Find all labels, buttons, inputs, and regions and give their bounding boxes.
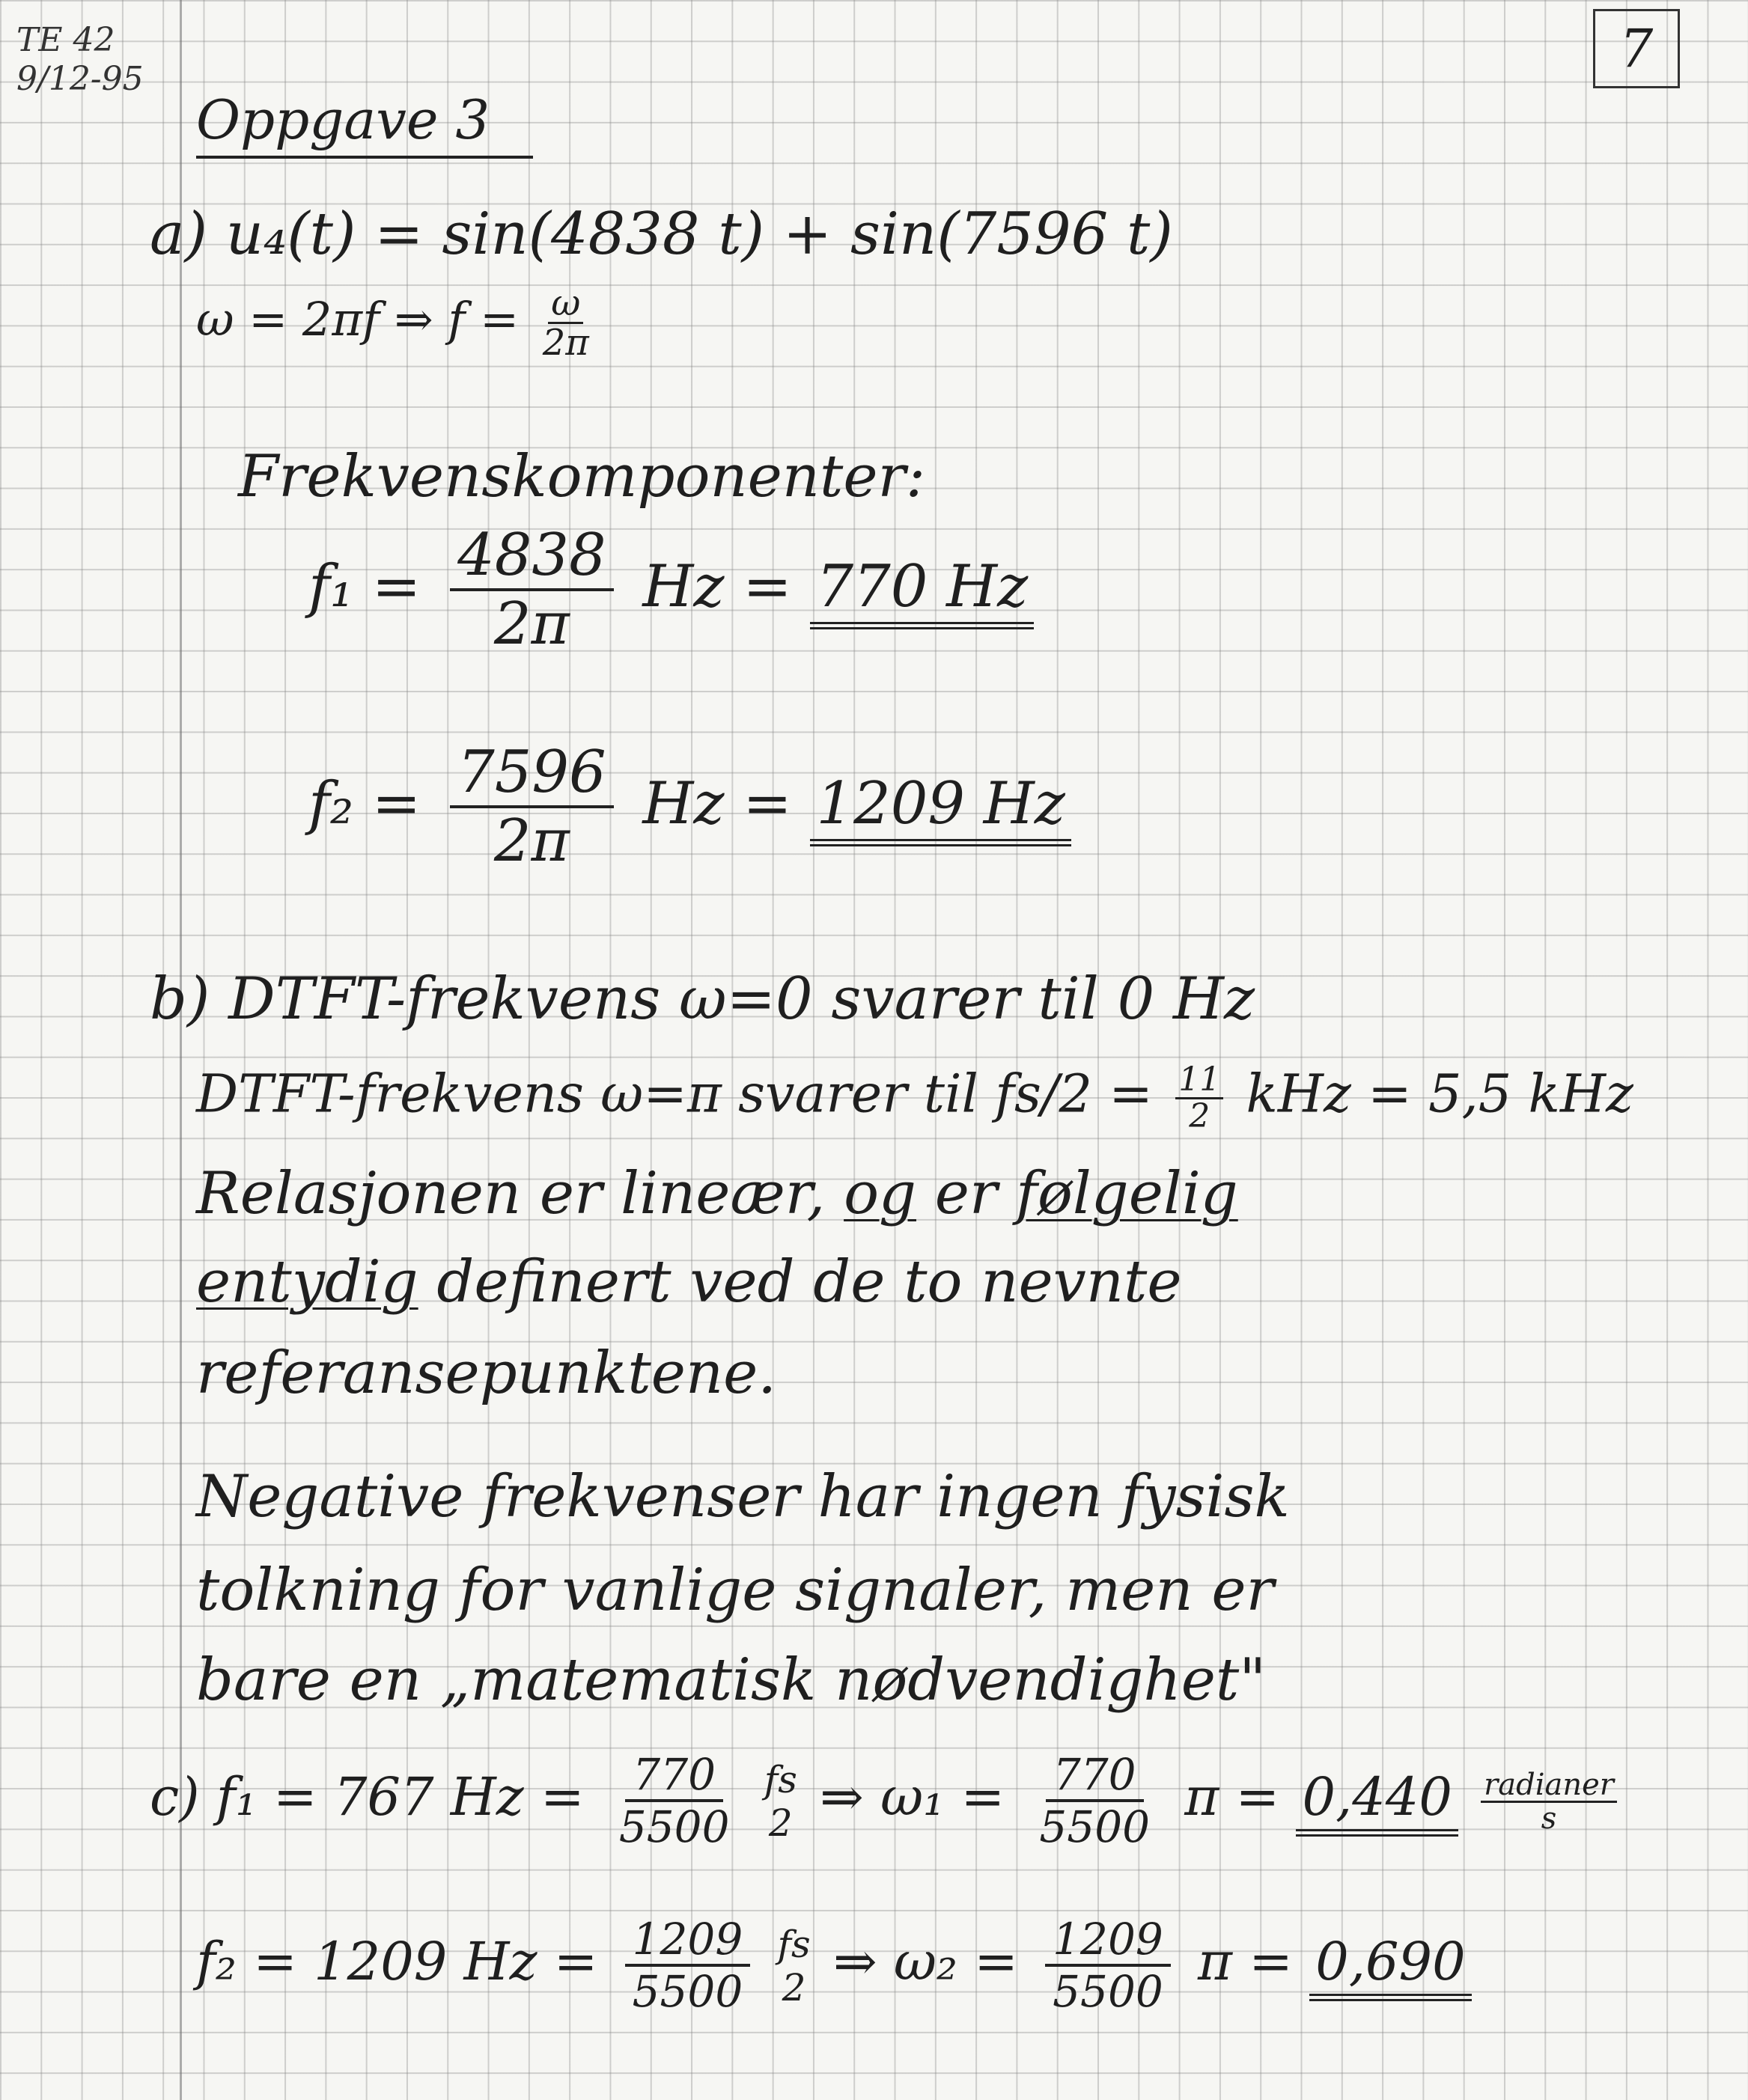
- folgelig-word: følgelig: [1016, 1160, 1238, 1227]
- components-title: Frekvenskomponenter:: [238, 443, 926, 510]
- part-b-line-8: bare en „matematisk nødvendighet": [196, 1646, 1267, 1714]
- omega2-result: 0,690: [1309, 1931, 1471, 2001]
- f1-result: 770 Hz: [810, 553, 1034, 629]
- omega1-unit-num: radianer: [1481, 1769, 1617, 1803]
- c-f1-lhs: f₁ = 767 Hz =: [216, 1766, 585, 1828]
- half-den: 2: [1189, 1097, 1210, 1136]
- f1-fraction: [450, 524, 614, 658]
- f1-label: f₁ =: [308, 553, 421, 621]
- f1-equation: [308, 524, 1034, 658]
- f2-num: 7596: [450, 741, 614, 808]
- defined-text: definert ved de to nevnte: [436, 1248, 1182, 1316]
- part-a-label: a): [150, 201, 207, 268]
- f2-den: 2π: [493, 807, 570, 875]
- c-w2-num: 1209: [1045, 1916, 1171, 1967]
- f2-result: 1209 Hz: [810, 770, 1071, 846]
- omega1-unit-den: s: [1541, 1801, 1557, 1836]
- f2-unit: Hz =: [642, 770, 792, 838]
- f1-den: 2π: [493, 590, 570, 658]
- half-num: 11: [1175, 1063, 1223, 1099]
- signal-equation: u₄(t) = sin(4838 t) + sin(7596 t): [225, 201, 1173, 268]
- c-f1-pi: π =: [1184, 1766, 1280, 1828]
- c-f1-fs: fs: [764, 1758, 797, 1802]
- page-title: Oppgave 3: [196, 88, 533, 159]
- c-f1-num: 770: [625, 1751, 723, 1802]
- c-f2-fs: fs: [777, 1923, 811, 1967]
- relation-text: Relasjonen er lineær,: [196, 1160, 826, 1227]
- part-b-line-7: tolkning for vanlige signaler, men er: [196, 1557, 1274, 1624]
- f1-unit: Hz =: [642, 553, 792, 621]
- c-f1-fraction: [612, 1751, 737, 1852]
- entydig-word: entydig: [196, 1248, 418, 1316]
- dtft-pi-result: kHz = 5,5 kHz: [1246, 1063, 1633, 1125]
- omega1-result: 0,440: [1296, 1766, 1458, 1837]
- part-b-line-6: Negative frekvenser har ingen fysisk: [196, 1463, 1290, 1530]
- c-f2-arrow: ⇒ ω₂ =: [832, 1931, 1018, 1993]
- er-word: er: [934, 1160, 998, 1227]
- part-a-signal-line: [150, 201, 1173, 268]
- dtft-zero-text: DTFT-frekvens ω=0 svarer til 0 Hz: [228, 965, 1255, 1033]
- c-f2-num: 1209: [625, 1916, 751, 1967]
- page-number-box: [1593, 9, 1680, 88]
- part-c-omega1-line: [150, 1751, 1623, 1852]
- c-f1-fs-den: 2: [768, 1801, 793, 1846]
- course-code: TE 42: [16, 21, 115, 59]
- part-b-line-3: [196, 1160, 1238, 1227]
- omega1-unit: [1481, 1769, 1617, 1834]
- c-f2-fraction: [625, 1916, 751, 2016]
- c-w2-den: 5500: [1053, 1965, 1163, 2017]
- c-f1-arrow: ⇒ ω₁ =: [820, 1766, 1005, 1828]
- dtft-pi-text: DTFT-frekvens ω=π svarer til fs/2 =: [196, 1063, 1153, 1125]
- c-f2-pi: π =: [1198, 1931, 1293, 1993]
- relation-num: ω: [548, 284, 583, 324]
- part-c-label: c): [150, 1766, 200, 1828]
- part-b-line-1: [150, 965, 1255, 1033]
- c-w1-num: 770: [1046, 1751, 1144, 1802]
- c-w2-fraction: [1045, 1916, 1171, 2016]
- c-f1-den: 5500: [618, 1801, 730, 1852]
- relation-lhs: ω = 2πf ⇒ f =: [196, 292, 520, 347]
- f2-equation: [308, 741, 1071, 875]
- half-fraction: [1175, 1060, 1223, 1136]
- part-b-line-5: referansepunktene.: [196, 1340, 777, 1407]
- c-f2-den: 5500: [632, 1965, 743, 2017]
- c-w1-fraction: [1032, 1751, 1157, 1852]
- date: 9/12-95: [16, 60, 144, 98]
- og-word: og: [844, 1160, 916, 1227]
- relation-fraction: [540, 284, 592, 362]
- part-b-label: b): [150, 965, 210, 1033]
- page-number: 7: [1619, 18, 1654, 79]
- f1-num: 4838: [450, 524, 614, 591]
- frequency-relation: [196, 284, 598, 362]
- relation-den: 2π: [542, 322, 589, 364]
- part-b-line-2: [196, 1060, 1633, 1136]
- f2-label: f₂ =: [308, 770, 421, 838]
- c-f2-fs-den: 2: [782, 1966, 806, 2010]
- c-f2-lhs: f₂ = 1209 Hz =: [196, 1931, 598, 1993]
- f2-fraction: [450, 741, 614, 875]
- part-b-line-4: [196, 1248, 1182, 1316]
- part-c-omega2-line: [196, 1916, 1472, 2016]
- c-f2-fs-fraction: [778, 1923, 811, 2009]
- c-w1-den: 5500: [1039, 1801, 1150, 1852]
- c-f1-fs-fraction: [764, 1758, 797, 1845]
